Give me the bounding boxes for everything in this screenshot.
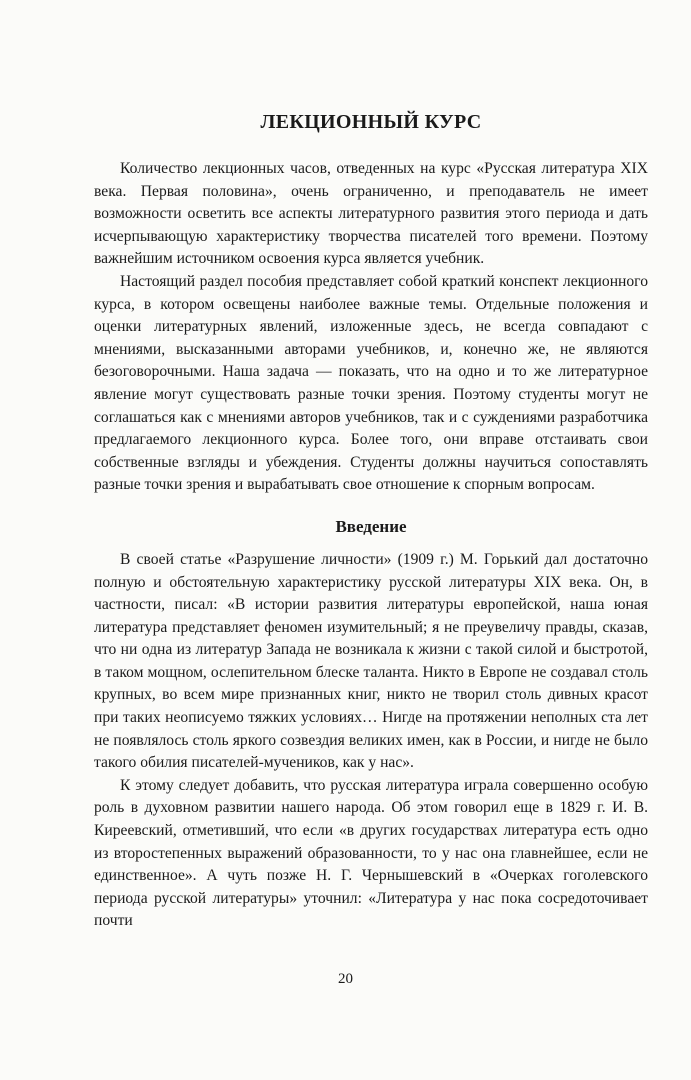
paragraph-4: К этому следует добавить, что русская литература играла совершенно особую роль в духовном развитии нашего народа. Об этом говорил еще в 1829 г. И. В. Киреевский, отметивший, что если «в других государствах литература есть одно из второстепенных выражений образованности, то у нас она главнейшее, если не единственное». А чуть позже Н. Г. Чернышевский в «Очерках гоголевского периода русской литературы» уточнил: «Литература у нас пока сосредоточивает почти (94, 776, 648, 930)
section-heading-introduction: Введение (335, 516, 407, 536)
page-number: 20 (338, 971, 353, 987)
paragraph-1: Количество лекционных часов, отведенных на курс «Русская литература XIX века. Первая половина», очень ограниченно, и преподаватель не имеет возможности осветить все аспекты литературного развития этого периода и дать исчерпывающую характеристику творчества писателей того времени. Поэтому важнейшим источником освоения курса является учебник. (94, 160, 648, 268)
page-title: ЛЕКЦИОННЫЙ КУРС (260, 111, 482, 133)
page-content (94, 108, 648, 933)
paragraph-2: Настоящий раздел пособия представляет собой краткий конспект лекционного курса, в котором освещены наиболее важные темы. Отдельные положения и оценки литературных явлений, изложенные здесь, не всегда совпадают с мнениями, высказанными авторами учебников, и, конечно же, не являются безоговорочными. Наша задача — показать, что на одно и то же литературное явление могут существовать разные точки зрения. Поэтому студенты могут не соглашаться как с мнениями авторов учебников, так и с суждениями разработчика предлагаемого лекционного курса. Более того, они вправе отстаивать свои собственные взгляды и убеждения. Студенты должны научиться сопоставлять разные точки зрения и вырабатывать свое отношение к спорным вопросам. (94, 272, 648, 494)
paragraph-3: В своей статье «Разрушение личности» (1909 г.) М. Горький дал достаточно полную и обстоятельную характеристику русской литературы XIX века. Он, в частности, писал: «В истории развития литературы европейской, наша юная литература представляет феномен изумительный; я не преувеличу правды, сказав, что ни одна из литератур Запада не возникала к жизни с такой силой и быстротой, в таком мощном, ослепительном блеске таланта. Никто в Европе не создавал столь крупных, во всем мире признанных книг, никто не творил столь дивных красот при таких неописуемо тяжких условиях… Нигде на протяжении неполных ста лет не появлялось столь яркого созвездия великих имен, как в России, и нигде не было такого обилия писателей-мучеников, как у нас». (94, 550, 648, 772)
